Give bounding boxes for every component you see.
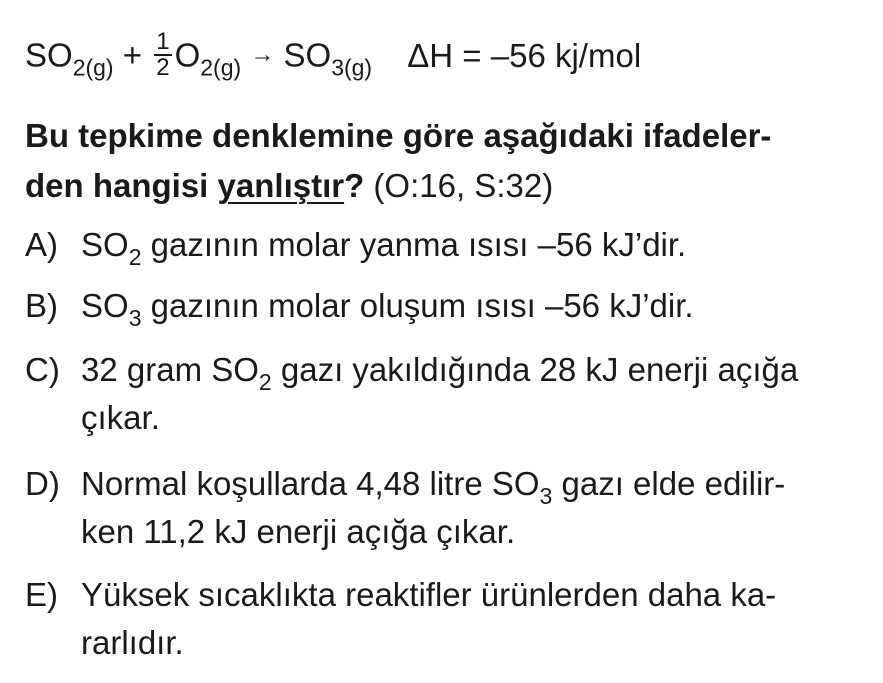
reactant-so2: SO <box>25 36 73 74</box>
option-a[interactable] <box>25 220 865 270</box>
option-text: Normal koşullarda 4,48 litre $SO_3$ gazı elde edilir- <box>81 465 786 509</box>
option-e[interactable] <box>25 570 865 670</box>
option-b[interactable] <box>25 281 865 331</box>
reaction-equation <box>25 28 642 83</box>
so2-subscript: 2(g) <box>72 54 114 81</box>
option-text-continued: ken 11,2 kJ enerji açığa çıkar. <box>81 513 516 550</box>
option-letter: D) <box>25 465 60 502</box>
question-line-2: den hangisi yanlıştır? (O:16, S:32) <box>25 167 554 204</box>
plus-sign: + <box>122 36 143 74</box>
one-half-fraction: $\frac{1}{2}$ <box>156 28 170 81</box>
underlined-word: yanlıştır <box>217 167 345 204</box>
option-text: $SO_2$ gazının molar yanma ısısı –56 kJ’dir. <box>81 226 687 270</box>
option-d[interactable] <box>25 459 865 559</box>
enthalpy-change: ΔH = –56 kj/mol <box>407 36 642 74</box>
question-line-1: Bu tepkime denklemine göre aşağıdaki ifadeler- <box>25 117 772 154</box>
option-letter: C) <box>25 351 60 388</box>
option-letter: E) <box>25 576 58 613</box>
reaction-arrow-icon: → <box>250 40 275 68</box>
option-c[interactable] <box>25 345 865 445</box>
product-so3: SO <box>283 36 332 74</box>
option-text: Yüksek sıcaklıkta reaktifler ürünlerden daha ka- <box>81 576 777 613</box>
option-letter: B) <box>25 287 58 324</box>
option-text-continued: rarlıdır. <box>81 624 184 661</box>
atomic-masses: (O:16, S:32) <box>364 167 554 204</box>
option-text-continued: çıkar. <box>81 399 160 436</box>
so3-subscript: 3(g) <box>331 54 373 81</box>
option-text: $SO_3$ gazının molar oluşum ısısı –56 kJ’dir. <box>81 287 694 331</box>
o2-subscript: 2(g) <box>200 54 242 81</box>
reactant-o2: O <box>174 36 201 74</box>
option-letter: A) <box>25 226 58 263</box>
option-text: 32 gram $SO_2$ gazı yakıldığında 28 kJ enerji açığa <box>81 351 799 395</box>
